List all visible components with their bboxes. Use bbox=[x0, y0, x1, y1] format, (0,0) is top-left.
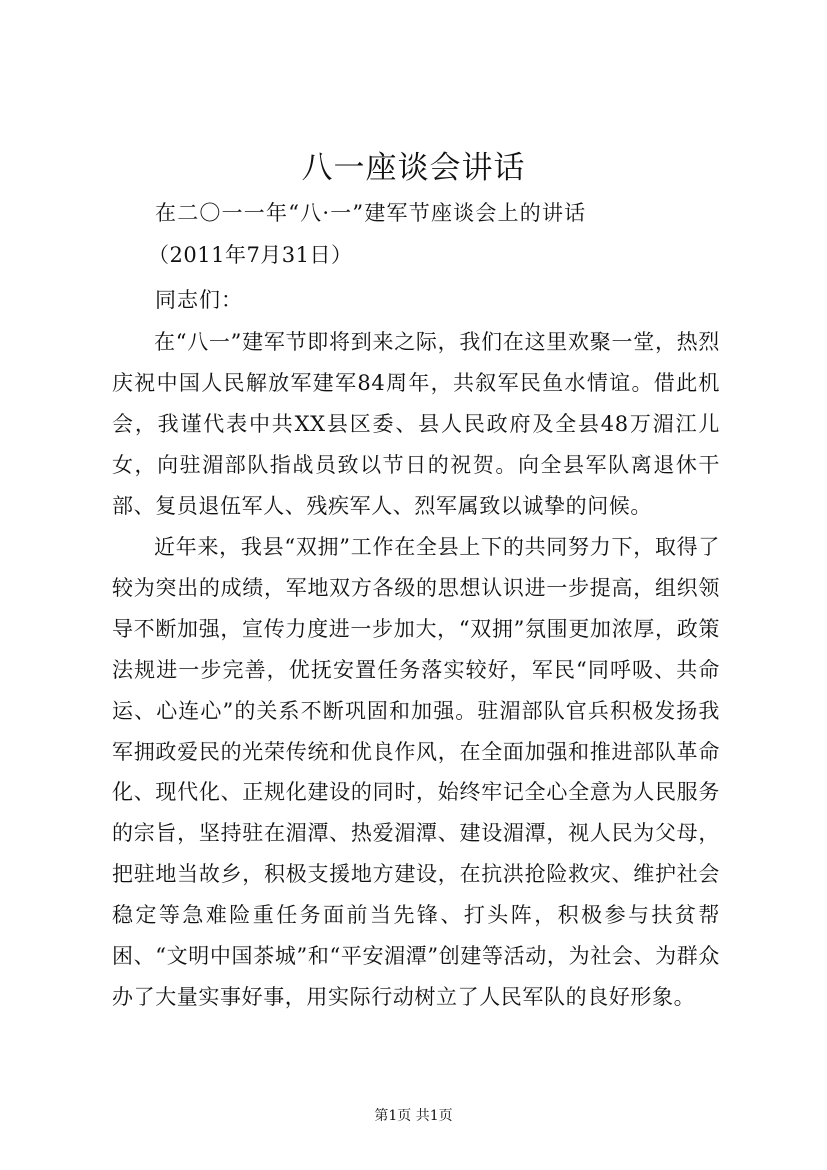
page-number-footer: 第1页 共1页 bbox=[374, 1108, 453, 1124]
paragraph-1: 在“八一”建军节即将到来之际，我们在这里欢聚一堂，热烈庆祝中国人民解放军建军84周年，共叙军民鱼水情谊。借此机会，我谨代表中共XX县区委、县人民政府及全县48万湄江儿女，向驻湄部队指战员致以节日的祝贺。向全县军队离退休干部、复员退伍军人、残疾军人、烈军属致以诚挚的问候。 bbox=[112, 330, 720, 518]
speech-subtitle: 在二〇一一年“八·一”建军节座谈会上的讲话 bbox=[155, 201, 587, 225]
speech-date: （2011年7月31日） bbox=[148, 243, 353, 267]
document-title: 八一座谈会讲话 bbox=[301, 150, 526, 186]
paragraph-2: 近年来，我县“双拥”工作在全县上下的共同努力下，取得了较为突出的成绩，军地双方各级的思想认识进一步提高，组织领导不断加强，宣传力度进一步加大，“双拥”氛围更加浓厚，政策法规进一步完善，优抚安置任务落实较好，军民“同呼吸、共命运、心连心”的关系不断巩固和加强。驻湄部队官兵积极发扬我军拥政爱民的光荣传统和优良作风，在全面加强和推进部队革命化、现代化、正规化建设的同时，始终牢记全心全意为人民服务的宗旨，坚持驻在湄潭、热爱湄潭、建设湄潭，视人民为父母，把驻地当故乡，积极支援地方建设，在抗洪抢险救灾、维护社会稳定等急难险重任务面前当先锋、打头阵，积极参与扶贫帮困、“文明中国茶城”和“平安湄潭”创建等活动，为社会、为群众办了大量实事好事，用实际行动树立了人民军队的良好形象。 bbox=[112, 535, 720, 1009]
salutation: 同志们： bbox=[155, 288, 243, 312]
